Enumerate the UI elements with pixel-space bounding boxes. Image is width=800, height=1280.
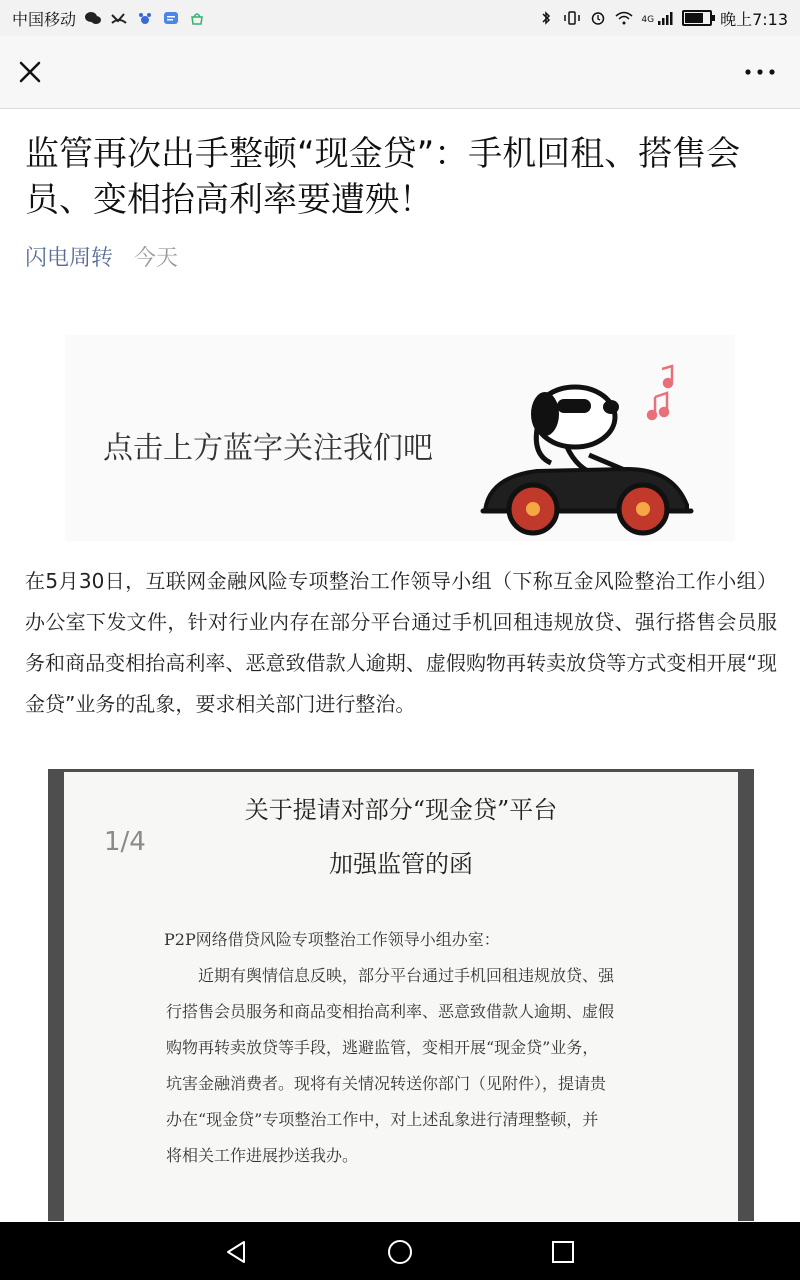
document-line: 将相关工作进展抄送我办。 [166,1146,359,1165]
document-title-line1: 关于提请对部分“现金贷”平台 [244,796,558,824]
publish-date: 今天 [134,246,179,271]
nav-bar [0,36,800,109]
back-icon[interactable] [220,1236,252,1268]
vibrate-icon [563,11,581,25]
snoopy-car-illustration [477,359,717,539]
signal-icon [656,11,674,25]
document-line: 购物再转卖放贷等手段，逃避监管，变相开展“现金贷”业务， [166,1038,599,1057]
more-icon[interactable] [740,58,780,86]
recents-icon[interactable] [547,1236,579,1268]
missed-call-icon [110,11,128,25]
network-type-label: 4G [641,14,655,25]
document-page [64,772,738,1221]
document-image[interactable] [48,769,754,1221]
article-title: 监管再次出手整顿“现金贷”：手机回租、搭售会员、变相抬高利率要遭殃！ [25,134,741,220]
alarm-icon [589,11,607,25]
document-line: 办在“现金贷”专项整治工作中，对上述乱象进行清理整顿，并 [166,1110,599,1129]
bluetooth-icon [537,11,555,25]
battery-icon [682,10,712,26]
document-line: 坑害金融消费者。现将有关情况转送你部门（见附件），提请贵 [166,1074,607,1093]
clock: 晚上7:13 [720,9,788,29]
document-line: 近期有舆情信息反映，部分平台通过手机回租违规放贷、强 [198,966,615,985]
wifi-icon [615,11,633,25]
document-line: 行搭售会员服务和商品变相抬高利率、恶意致借款人逾期、虚假 [166,1002,615,1021]
banner-text: 点击上方蓝字关注我们吧 [103,431,433,466]
wechat-icon [84,11,102,25]
close-icon[interactable] [14,56,46,88]
document-salutation: P2P网络借贷风险专项整治工作领导小组办室： [164,930,500,949]
system-nav-bar [0,1222,800,1280]
home-icon[interactable] [384,1236,416,1268]
author-link[interactable]: 闪电周转 [25,246,114,271]
document-title-line2: 加强监管的函 [329,850,473,878]
carrier-label: 中国移动 [12,9,77,29]
baidu-icon [136,11,154,25]
article-paragraph: 在5月30日，互联网金融风险专项整治工作领导小组（下称互金风险整治工作小组）办公室下发文件，针对行业内存在部分平台通过手机回租违规放贷、强行搭售会员服务和商品变相抬高利率、恶意致借款人逾期、虚假购物再转卖放贷等方式变相开展“现金贷”业务的乱象，要求相关部门进行整治。 [25,569,777,716]
follow-banner [65,335,735,541]
bag-icon [188,11,206,25]
page-counter: 1/4 [104,827,146,857]
article-meta [25,241,178,272]
document-body [166,922,646,1174]
status-bar [0,0,800,36]
music-note-icon [648,366,672,419]
message-icon [162,11,180,25]
article [0,109,800,1221]
